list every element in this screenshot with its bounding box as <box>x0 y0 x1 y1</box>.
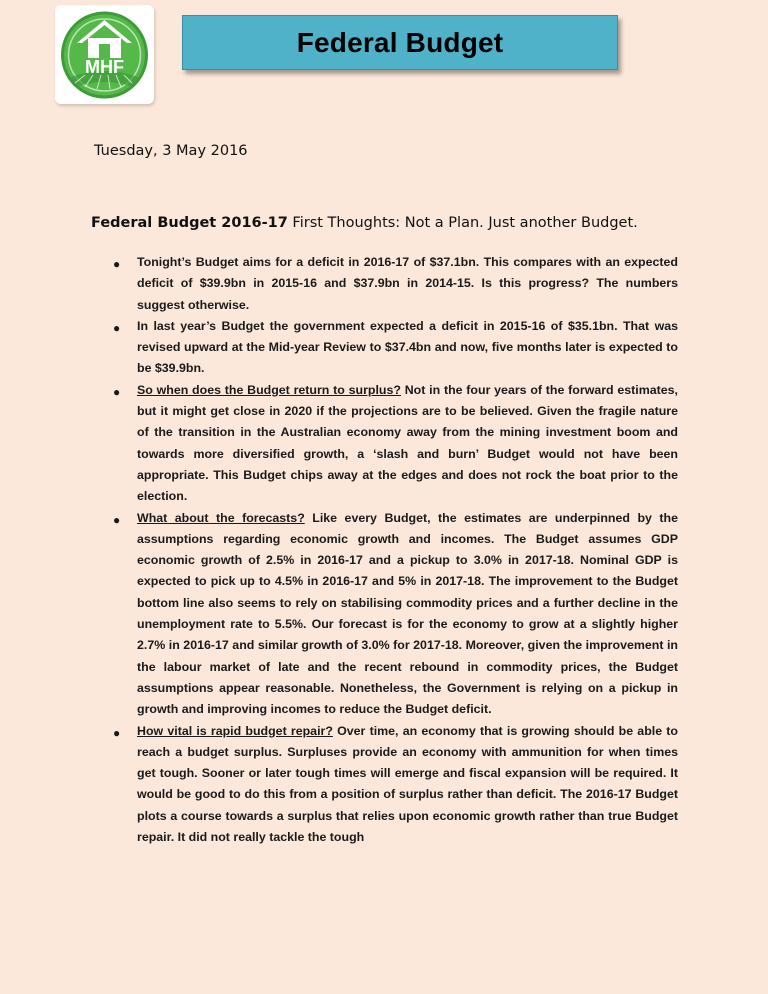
report-date: Tuesday, 3 May 2016 <box>94 143 248 159</box>
article-heading <box>91 215 638 231</box>
list-item <box>110 252 678 316</box>
bullet-text: Over time, an economy that is growing should be able to reach a budget surplus. Surpluses provide an economy with ammunition for when times get tough. Sooner or later tough times will emerge and fiscal expansion will be required. It would be good to do this from a position of surplus rather than deficit. The 2016-17 Budget plots a course towards a surplus that relies upon economic growth rather than true Budget repair. It did not really tackle the tough <box>137 723 678 845</box>
bullet-lead: How vital is rapid budget repair? <box>137 723 333 738</box>
bullet-list <box>110 252 678 848</box>
bullet-icon: ● <box>113 257 121 271</box>
bullet-icon: ● <box>113 512 121 527</box>
mhf-logo <box>55 5 154 104</box>
list-item <box>110 380 678 508</box>
bullet-text: Not in the four years of the forward estimates, but it might get close in 2020 if the projections are to be believed. Given the fragile nature of the transition in the Australian economy away from the mining investment boom and towards more diversified growth, a ‘slash and burn’ Budget would not have been appropriate. This Budget chips away at the edges and does not rock the boat prior to the election. <box>137 382 678 504</box>
list-item <box>110 508 678 721</box>
bullet-text: In last year’s Budget the government expected a deficit in 2015-16 of $35.1bn. That was revised upward at the Mid-year Review to $37.4bn and now, five months later is expected to be $39.9bn. <box>137 318 678 376</box>
bullet-lead: What about the forecasts? <box>137 510 305 525</box>
bullet-icon: ● <box>113 320 121 335</box>
logo-text: MHF <box>85 57 124 77</box>
page-title: Federal Budget <box>296 26 504 58</box>
house-logo-icon <box>55 5 154 104</box>
list-item <box>110 316 678 380</box>
bullet-icon: ● <box>113 725 121 740</box>
list-item <box>110 721 678 849</box>
heading-rest: First Thoughts: Not a Plan. Just another Budget. <box>287 215 638 231</box>
bullet-lead: So when does the Budget return to surplus? <box>137 382 401 397</box>
bullet-text: Tonight’s Budget aims for a deficit in 2016-17 of $37.1bn. This compares with an expected deficit of $39.9bn in 2015-16 and $37.9bn in 2014-15. Is this progress? The numbers suggest otherwise. <box>137 255 678 312</box>
heading-bold: Federal Budget 2016-17 <box>91 215 288 231</box>
bullet-text: Like every Budget, the estimates are underpinned by the assumptions regarding economic growth and incomes. The Budget assumes GDP economic growth of 2.5% in 2016-17 and a pickup to 3.0% in 2017-18. Nominal GDP is expected to pick up to 4.5% in 2016-17 and 5% in 2017-18. The improvement to the Budget bottom line also seems to rely on stabilising commodity prices and a further decline in the unemployment rate to 5.5%. Our forecast is for the economy to grow at a slightly higher 2.7% in 2016-17 and similar growth of 3.0% for 2017-18. Moreover, given the improvement in the labour market of late and the recent rebound in commodity prices, the Budget assumptions appear reasonable. Nonetheless, the Government is relying on a pickup in growth and improving incomes to reduce the Budget deficit. <box>137 510 678 717</box>
bullet-icon: ● <box>113 384 121 399</box>
title-banner <box>182 15 618 70</box>
